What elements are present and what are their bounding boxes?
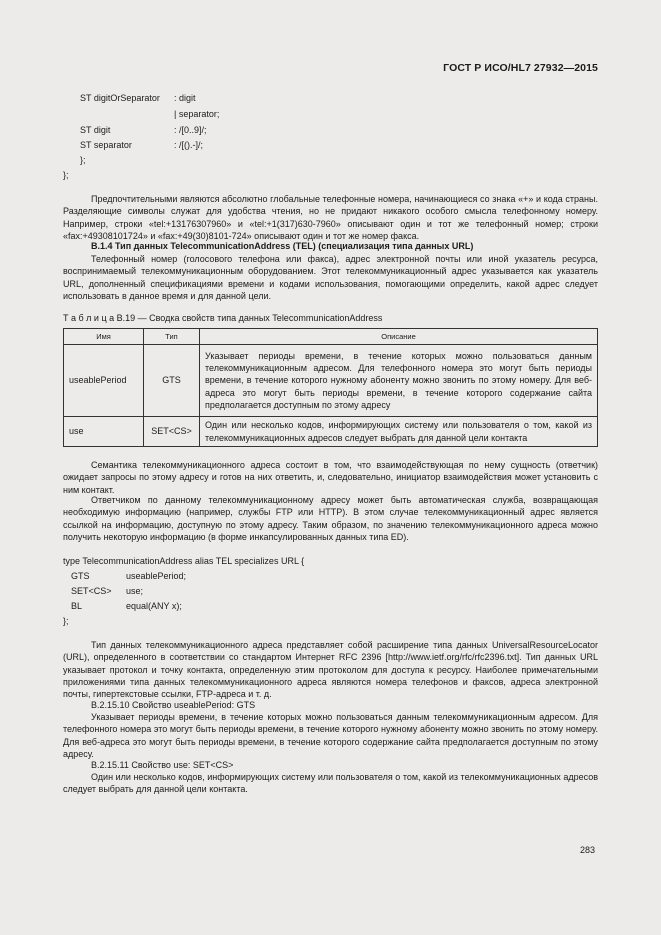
cell-description: Один или несколько кодов, информирующих систему или пользователя о том, какой из телекоммуникационных адресов следует выбрать для данной цели контакта bbox=[200, 417, 598, 447]
table-caption: Т а б л и ц а В.19 — Сводка свойств типа данных TelecommunicationAddress bbox=[63, 313, 383, 323]
subsection-heading: B.2.15.10 Свойство useablePeriod: GTS bbox=[91, 700, 256, 710]
code-left: }; bbox=[80, 155, 86, 165]
column-header: Тип bbox=[144, 329, 200, 345]
paragraph: Ответчиком по данному телекоммуникационному адресу может быть автоматическая служба, возвращающая необходимую информацию (например, службы FTP или HTTP). В этом случае телекоммуникационный адрес является ссылкой на информацию, доступную по этому адресу. Таким образом, по значению телекоммуникационного адреса можно получить некоторую информацию (в форме инкапсулированных данных типа ED). bbox=[63, 495, 598, 542]
code-line: }; bbox=[63, 616, 69, 626]
paragraph: Тип данных телекоммуникационного адреса представляет собой расширение типа данных UniversalResourceLocator (URL), определенного в соответствии со стандартом Интернет RFC 2396 [http://www.ietf.org/rfc/rfc2396.txt]. Тип данных URL указывает протокол и точку контакта, определенную этим протоколом для доступа к ресурсу. Наиболее примечательными приложениями типа данных телекоммуникационного адреса являются номера телефонов и факсов, адреса электронной почты, гипертекстовые ссылки, FTP-адреса и т. д. bbox=[63, 640, 598, 700]
code-right: : /[().-]/; bbox=[174, 140, 203, 150]
cell-description: Указывает периоды времени, в течение которых можно пользоваться данным телекоммуникационным адресом. Для телефонного номера это могут быть периоды времени, в течение которого нужному абоненту можно звонить по этому номеру. Для веб-адреса это могут быть периоды времени, в течение которого содержание сайта предполагается доступным по этому адресу bbox=[200, 345, 598, 417]
code-right: : /[0..9]/; bbox=[174, 125, 207, 135]
paragraph: Указывает периоды времени, в течение которых можно пользоваться данным телекоммуникационным адресом. Для телефонного номера это могут быть периоды времени, в течение которого нужному абоненту можно звонить по этому номеру. Для веб-адреса это могут быть периоды времени, в течение которого содержание сайта предполагается доступным по этому адресу. bbox=[63, 712, 598, 759]
code-left: ST digitOrSeparator bbox=[80, 93, 160, 103]
table-header-row bbox=[64, 329, 598, 345]
code-left: ST digit bbox=[80, 125, 111, 135]
code-left: ST separator bbox=[80, 140, 132, 150]
properties-table bbox=[63, 328, 598, 447]
paragraph: Предпочтительными являются абсолютно глобальные телефонные номера, начинающиеся со знака «+» и кода страны. Разделяющие символы служат для удобства чтения, но не придают никакого особого смысла телефонному номеру. Например, строки «tel:+13176307960» и «tel:+1(317)630-7960» описывают один и тот же телефонный номер; строки «fax:+49308101724» и «fax:+49(30)8101-724» описывают один и тот же номер факса. bbox=[63, 194, 598, 241]
code-left: SET<CS> bbox=[71, 586, 112, 596]
page-number: 283 bbox=[580, 845, 596, 855]
cell-type: GTS bbox=[144, 345, 200, 417]
paragraph: Телефонный номер (голосового телефона или факса), адрес электронной почты или иной указатель ресурса, воспринимаемый телекоммуникационным оборудованием. Этот телекоммуникационный адрес указывается как указатель URL, дополненный спецификациями времени и кодами использования, помогающими определить, какой адрес следует использовать в данное время и для данной цели. bbox=[63, 254, 598, 301]
table-row bbox=[64, 417, 598, 447]
cell-name: use bbox=[64, 417, 144, 447]
subsection-heading: B.2.15.11 Свойство use: SET<CS> bbox=[91, 760, 234, 770]
paragraph: Семантика телекоммуникационного адреса состоит в том, что взаимодействующая по нему сущность (ответчик) ожидает запросы по этому адресу и готов на них ответить, и, следовательно, инициатор взаимодействия может установить с ним контакт. bbox=[63, 460, 598, 495]
code-right: useablePeriod; bbox=[126, 571, 187, 581]
cell-name: useablePeriod bbox=[64, 345, 144, 417]
code-left: BL bbox=[71, 601, 83, 611]
column-header: Имя bbox=[64, 329, 144, 345]
code-line: type TelecommunicationAddress alias TEL specializes URL { bbox=[63, 556, 305, 566]
cell-type: SET<CS> bbox=[144, 417, 200, 447]
code-right: : digit bbox=[174, 93, 196, 103]
document-header: ГОСТ Р ИСО/HL7 27932—2015 bbox=[443, 62, 598, 74]
section-heading: B.1.4 Тип данных TelecommunicationAddress (TEL) (специализация типа данных URL) bbox=[91, 241, 474, 251]
code-right: use; bbox=[126, 586, 144, 596]
table-row bbox=[64, 345, 598, 417]
column-header: Описание bbox=[200, 329, 598, 345]
code-right: | separator; bbox=[174, 109, 220, 119]
code-right: equal(ANY x); bbox=[126, 601, 182, 611]
paragraph: Один или несколько кодов, информирующих систему или пользователя о том, какой из телекоммуникационных адресов следует выбрать для данной цели контакта. bbox=[63, 772, 598, 795]
code-left: GTS bbox=[71, 571, 90, 581]
code-left: }; bbox=[63, 170, 69, 180]
